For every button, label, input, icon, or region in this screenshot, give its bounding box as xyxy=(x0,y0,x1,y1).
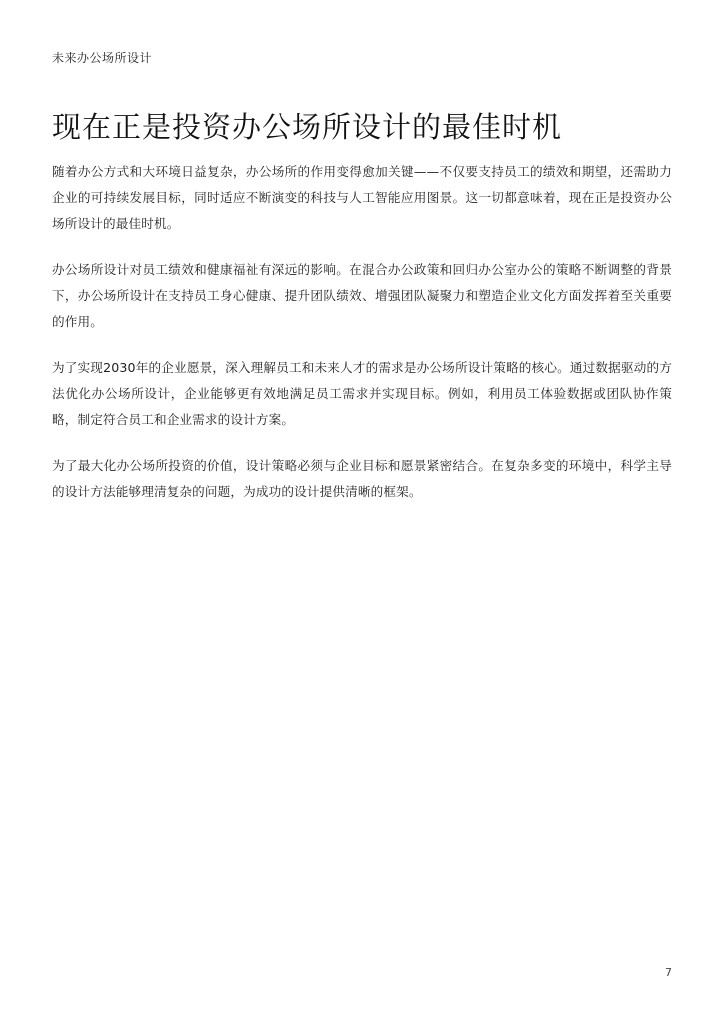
paragraph: 办公场所设计对员工绩效和健康福祉有深远的影响。在混合办公政策和回归办公室办公的策略不断调整的背景下，办公场所设计在支持员工身心健康、提升团队绩效、增强团队凝聚力和塑造企业文化方面发挥着至关重要的作用。 xyxy=(52,262,672,329)
body-text xyxy=(52,159,672,525)
paragraph: 为了最大化办公场所投资的价值，设计策略必须与企业目标和愿景紧密结合。在复杂多变的环境中，科学主导的设计方法能够理清复杂的问题，为成功的设计提供清晰的框架。 xyxy=(52,458,672,499)
page-number: 7 xyxy=(665,966,672,979)
page-title: 现在正是投资办公场所设计的最佳时机 xyxy=(52,110,563,144)
running-header: 未来办公场所设计 xyxy=(52,51,153,65)
paragraph: 为了实现2030年的企业愿景，深入理解员工和未来人才的需求是办公场所设计策略的核心。通过数据驱动的方法优化办公场所设计，企业能够更有效地满足员工需求并实现目标。例如，利用员工体验数据或团队协作策略，制定符合员工和企业需求的设计方案。 xyxy=(52,360,672,427)
paragraph: 随着办公方式和大环境日益复杂，办公场所的作用变得愈加关键——不仅要支持员工的绩效和期望，还需助力企业的可持续发展目标，同时适应不断演变的科技与人工智能应用图景。这一切都意味着，现在正是投资办公场所设计的最佳时机。 xyxy=(52,164,672,231)
